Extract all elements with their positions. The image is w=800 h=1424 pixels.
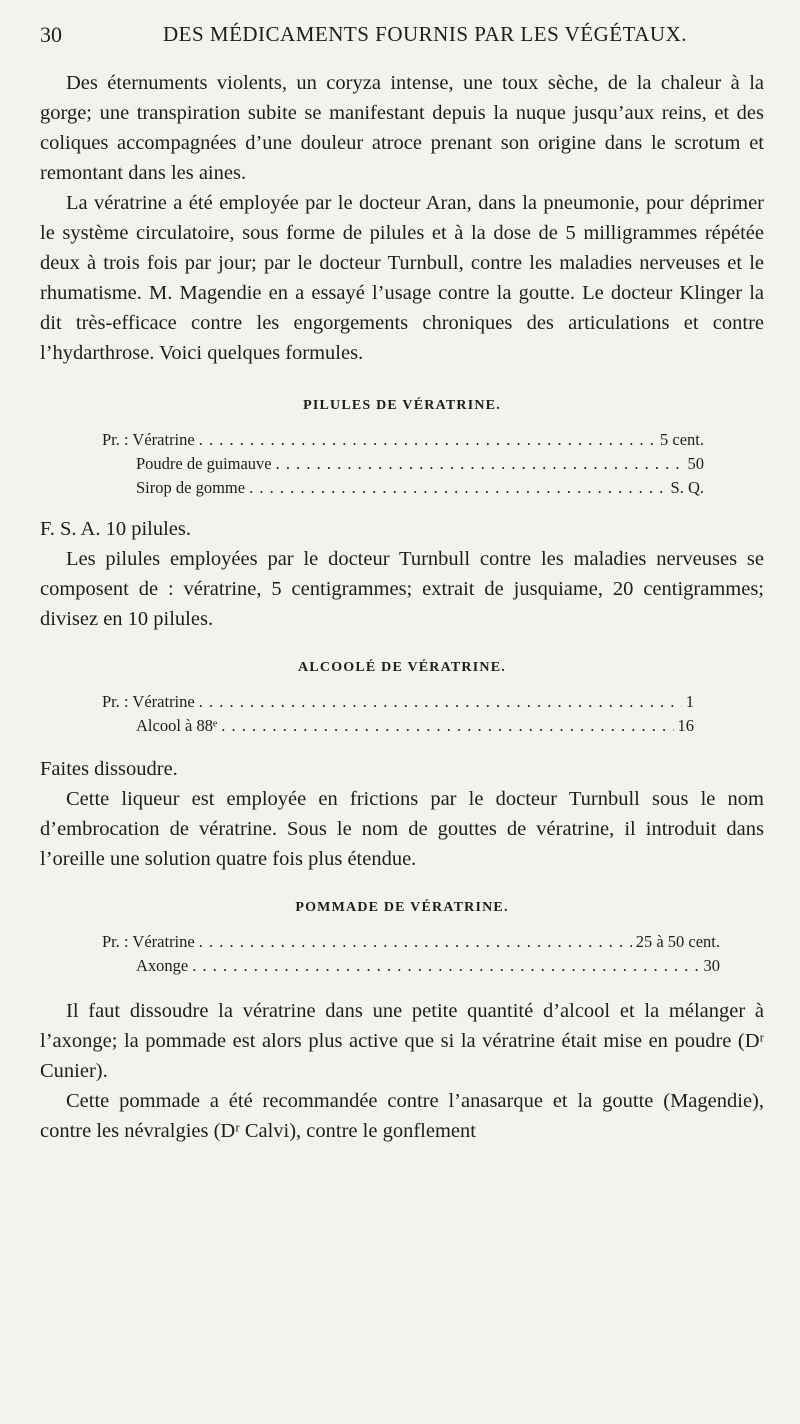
paragraph-7: Il faut dissoudre la vératrine dans une petite quantité d’alcool et la mélanger à l’axonge; la pommade est alors plus active que si la vératrine était mise en poudre (Dʳ Cunier).: [40, 1000, 764, 1082]
ingredient-qty: 1: [685, 692, 694, 711]
recipe-line: [102, 476, 704, 500]
paragraph-8: Cette pommade a été recommandée contre l’anasarque et la goutte (Magendie), contre les névralgies (Dʳ Calvi), contre le gonflement: [40, 1090, 764, 1142]
ingredient-name: Pr. : Vératrine: [102, 430, 195, 449]
running-head: DES MÉDICAMENTS FOURNIS PAR LES VÉGÉTAUX.: [162, 22, 688, 46]
ingredient-qty: 25 à 50 cent.: [635, 932, 720, 951]
recipe-title-alcoole: ALCOOLÉ DE VÉRATRINE.: [298, 660, 506, 675]
ingredient-name: Sirop de gomme: [136, 478, 246, 497]
ingredient-qty: 16: [677, 716, 694, 735]
recipe-pommade: [102, 930, 720, 978]
ingredient-qty: 30: [703, 956, 720, 975]
ingredient-name: Pr. : Vératrine: [102, 932, 195, 951]
recipe-line: [102, 954, 720, 978]
ingredient-qty: 5 cent.: [660, 430, 704, 449]
ingredient-name: Pr. : Vératrine: [102, 692, 195, 711]
ingredient-name: Axonge: [136, 956, 189, 975]
recipe-line: [102, 428, 704, 452]
paragraph-6: Cette liqueur est employée en frictions par le docteur Turnbull sous le nom d’embrocation de vératrine. Sous le nom de gouttes de vératrine, il introduit dans l’oreille une solution quatre fois plus étendue.: [40, 788, 764, 870]
recipe-alcoole: [102, 690, 694, 738]
recipe-line: [102, 714, 694, 738]
paragraph-5: Faites dissoudre.: [40, 758, 178, 780]
ingredient-name: Alcool à 88ᵉ: [136, 716, 218, 735]
recipe-title-pommade: POMMADE DE VÉRATRINE.: [295, 900, 509, 915]
recipe-title-pilules: PILULES DE VÉRATRINE.: [303, 398, 501, 413]
ingredient-name: Poudre de guimauve: [136, 454, 272, 473]
paragraph-4: Les pilules employées par le docteur Turnbull contre les maladies nerveuses se composent de : vératrine, 5 centigrammes; extrait de jusquiame, 20 centigrammes; divisez en 10 pilules.: [40, 548, 764, 630]
ingredient-qty: 50: [687, 454, 704, 473]
ingredient-qty: S. Q.: [670, 478, 704, 497]
recipe-pilules: [102, 428, 704, 500]
recipe-line: [102, 930, 720, 954]
paragraph-1: Des éternuments violents, un coryza intense, une toux sèche, de la chaleur à la gorge; une transpiration subite se manifestant depuis la nuque jusqu’aux reins, et des coliques accompagnées d’une douleur atroce prenant son origine dans le scrotum et remontant dans les aines.: [40, 72, 764, 184]
page-body: [40, 68, 764, 1146]
page-number: 30: [40, 22, 62, 47]
recipe-line: [102, 690, 694, 714]
page-header: [40, 22, 760, 52]
paragraph-3: F. S. A. 10 pilules.: [40, 518, 191, 540]
recipe-line: [102, 452, 704, 476]
paragraph-2: La vératrine a été employée par le docteur Aran, dans la pneumonie, pour déprimer le système circulatoire, sous forme de pilules et à la dose de 5 milligrammes répétée deux à trois fois par jour; par le docteur Turnbull, contre les maladies nerveuses et le rhumatisme. M. Magendie en a essayé l’usage contre la goutte. Le docteur Klinger la dit très-efficace contre les engorgements chroniques des articulations et contre l’hydarthrose. Voici quelques formules.: [40, 192, 764, 364]
